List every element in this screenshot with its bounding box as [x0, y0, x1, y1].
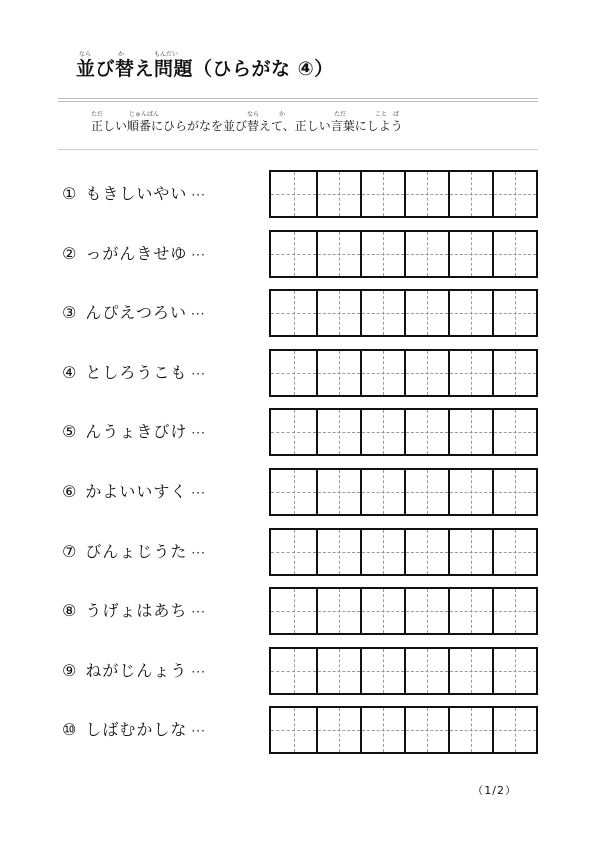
- question-number: ③: [62, 303, 78, 323]
- answer-cell[interactable]: [316, 708, 360, 752]
- answer-cell[interactable]: [360, 708, 404, 752]
- question-row: [0, 587, 595, 635]
- scrambled-letters: っがんきせゆ: [85, 243, 188, 263]
- answer-grid: [269, 349, 538, 397]
- question-row: [0, 706, 595, 754]
- instruction-divider: [58, 149, 538, 150]
- answer-cell[interactable]: [360, 351, 404, 395]
- question-row: [0, 349, 595, 397]
- ellipsis: ···: [191, 486, 206, 500]
- scrambled-letters: んぴえつろい: [85, 303, 188, 323]
- ruby-tada-2: ただ: [334, 111, 347, 118]
- answer-grid: [269, 408, 538, 456]
- answer-cell[interactable]: [448, 530, 492, 574]
- answer-cell[interactable]: [492, 351, 536, 395]
- answer-cell[interactable]: [360, 410, 404, 454]
- scrambled-letters: ねがじんょう: [85, 660, 188, 680]
- answer-cell[interactable]: [316, 172, 360, 216]
- question-number: ⑤: [62, 422, 78, 442]
- question-number: ⑥: [62, 482, 78, 501]
- answer-cell[interactable]: [448, 589, 492, 633]
- answer-cell[interactable]: [271, 410, 316, 454]
- question-row: [0, 408, 595, 456]
- question-number: ⑧: [62, 601, 78, 621]
- answer-cell[interactable]: [404, 649, 448, 693]
- question-prompt: [62, 601, 206, 622]
- answer-cell[interactable]: [271, 351, 316, 395]
- ellipsis: ···: [191, 307, 206, 322]
- answer-cell[interactable]: [404, 232, 448, 276]
- answer-cell[interactable]: [316, 291, 360, 335]
- answer-cell[interactable]: [316, 470, 360, 514]
- ruby-tada-1: ただ: [91, 111, 104, 118]
- answer-cell[interactable]: [360, 291, 404, 335]
- scrambled-letters: としろうこも: [85, 362, 188, 382]
- question-number: ④: [62, 362, 78, 382]
- scrambled-letters: びんょじうた: [85, 541, 188, 561]
- answer-cell[interactable]: [492, 649, 536, 693]
- answer-cell[interactable]: [492, 589, 536, 633]
- ruby-ka-2: か: [279, 111, 286, 118]
- answer-cell[interactable]: [448, 410, 492, 454]
- answer-cell[interactable]: [360, 649, 404, 693]
- answer-cell[interactable]: [448, 708, 492, 752]
- answer-cell[interactable]: [271, 291, 316, 335]
- answer-cell[interactable]: [404, 589, 448, 633]
- question-prompt: [62, 542, 206, 563]
- question-number: ⑩: [62, 720, 78, 740]
- answer-cell[interactable]: [448, 172, 492, 216]
- answer-cell[interactable]: [492, 172, 536, 216]
- ellipsis: ···: [191, 247, 206, 262]
- ruby-nara: なら: [79, 51, 92, 58]
- ruby-ba: ば: [393, 111, 400, 118]
- answer-cell[interactable]: [492, 291, 536, 335]
- answer-cell[interactable]: [316, 530, 360, 574]
- answer-cell[interactable]: [448, 291, 492, 335]
- ruby-nara-2: なら: [247, 111, 260, 118]
- answer-cell[interactable]: [448, 351, 492, 395]
- question-number: ②: [62, 243, 78, 263]
- answer-cell[interactable]: [492, 410, 536, 454]
- ellipsis: ···: [191, 605, 206, 620]
- answer-cell[interactable]: [360, 530, 404, 574]
- answer-cell[interactable]: [271, 649, 316, 693]
- answer-grid: [269, 170, 538, 218]
- answer-cell[interactable]: [316, 649, 360, 693]
- answer-cell[interactable]: [271, 470, 316, 514]
- answer-grid: [269, 706, 538, 754]
- page-title: 並び替え問題（ひらがな ④）: [76, 58, 334, 80]
- answer-cell[interactable]: [448, 232, 492, 276]
- ellipsis: ···: [191, 664, 206, 679]
- ellipsis: ···: [191, 426, 206, 441]
- question-row: [0, 289, 595, 337]
- question-number: ⑦: [62, 541, 78, 561]
- answer-cell[interactable]: [404, 351, 448, 395]
- answer-cell[interactable]: [271, 708, 316, 752]
- scrambled-letters: しばむかしな: [85, 720, 188, 740]
- instruction-text: 正しい順番にひらがなを並び替えて、正しい言葉にしよう: [91, 119, 403, 133]
- answer-grid: [269, 528, 538, 576]
- answer-cell[interactable]: [316, 410, 360, 454]
- answer-cell[interactable]: [448, 649, 492, 693]
- answer-cell[interactable]: [492, 708, 536, 752]
- question-prompt: [62, 661, 206, 682]
- question-number: ⑨: [62, 660, 78, 680]
- answer-cell[interactable]: [404, 708, 448, 752]
- answer-cell[interactable]: [316, 589, 360, 633]
- ruby-koto: こと: [375, 111, 388, 118]
- ellipsis: ···: [191, 724, 206, 739]
- answer-cell[interactable]: [492, 232, 536, 276]
- question-row: [0, 528, 595, 576]
- answer-cell[interactable]: [360, 589, 404, 633]
- answer-cell[interactable]: [271, 172, 316, 216]
- answer-cell[interactable]: [404, 291, 448, 335]
- answer-grid: [269, 647, 538, 695]
- ruby-ka: か: [118, 51, 125, 58]
- question-prompt: [62, 303, 205, 324]
- answer-cell[interactable]: [360, 470, 404, 514]
- ruby-mondai: もんだい: [154, 51, 179, 58]
- answer-cell[interactable]: [316, 351, 360, 395]
- answer-grid: [269, 468, 538, 516]
- ellipsis: ···: [191, 188, 206, 202]
- answer-grid: [269, 587, 538, 635]
- ruby-junban: じゅんばん: [129, 111, 160, 118]
- question-prompt: [62, 720, 206, 741]
- title-block: [76, 51, 334, 80]
- answer-cell[interactable]: [492, 470, 536, 514]
- scrambled-letters: うげょはあち: [85, 601, 188, 621]
- scrambled-letters: かよいいすく: [85, 482, 188, 501]
- ellipsis: ···: [191, 366, 206, 381]
- answer-cell[interactable]: [360, 232, 404, 276]
- answer-cell[interactable]: [404, 470, 448, 514]
- answer-cell[interactable]: [360, 172, 404, 216]
- question-row: [0, 230, 595, 278]
- scrambled-letters: んうょきびけ: [85, 422, 188, 442]
- page-number: （1/2）: [472, 784, 517, 797]
- title-ruby: [76, 52, 236, 60]
- question-row: [0, 468, 595, 516]
- ellipsis: ···: [191, 545, 206, 560]
- question-row: [0, 647, 595, 695]
- answer-cell[interactable]: [492, 530, 536, 574]
- answer-cell[interactable]: [448, 470, 492, 514]
- answer-cell[interactable]: [271, 530, 316, 574]
- question-prompt: [62, 184, 206, 205]
- answer-cell[interactable]: [271, 232, 316, 276]
- answer-cell[interactable]: [316, 232, 360, 276]
- question-prompt: [62, 482, 206, 503]
- question-number: ①: [62, 184, 78, 203]
- question-prompt: [62, 422, 206, 443]
- answer-grid: [269, 289, 538, 337]
- scrambled-letters: もきしいやい: [85, 184, 188, 203]
- answer-cell[interactable]: [404, 530, 448, 574]
- answer-cell[interactable]: [271, 589, 316, 633]
- answer-grid: [269, 230, 538, 278]
- header-divider: [58, 98, 538, 102]
- question-prompt: [62, 244, 206, 265]
- question-prompt: [62, 363, 206, 384]
- answer-cell[interactable]: [404, 172, 448, 216]
- answer-cell[interactable]: [404, 410, 448, 454]
- question-row: [0, 170, 595, 218]
